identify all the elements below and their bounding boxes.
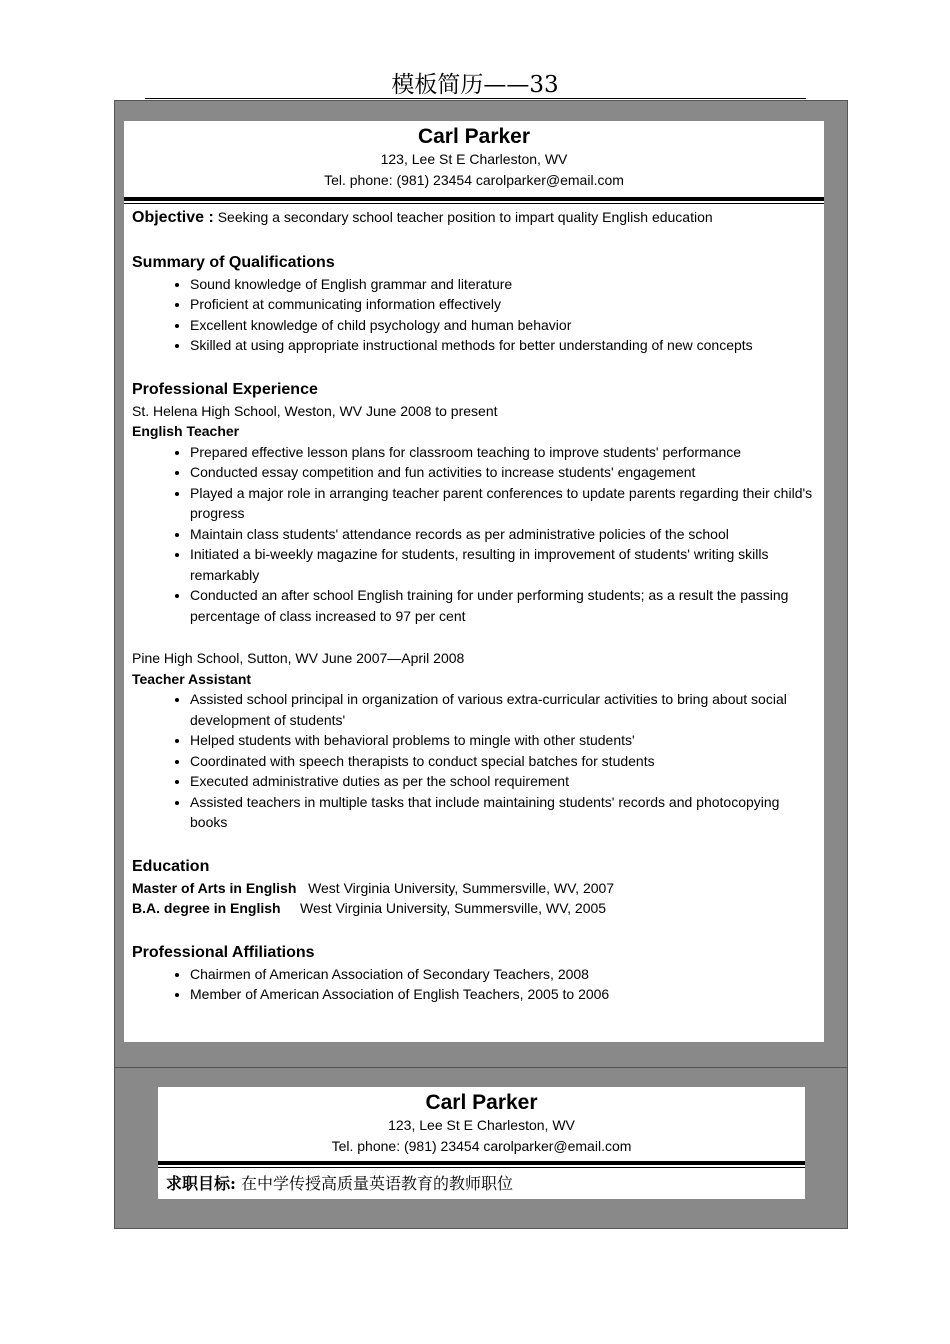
candidate-address: 123, Lee St E Charleston, WV — [380, 151, 568, 167]
list-item: • Initiated a bi-weekly magazine for students, resulting in improvement of students' writing skills remarkably — [190, 544, 816, 585]
list-item: • Conducted an after school English training for under performing students; as a result the passing percentage of class increased to 97 per cent — [190, 585, 816, 626]
candidate-address: 123, Lee St E Charleston, WV — [388, 1117, 575, 1133]
list-item: • Assisted school principal in organization of various extra-curricular activities to bring about social development of students' — [190, 689, 816, 730]
education-degree: B.A. degree in English — [132, 900, 281, 916]
document-title: 模板简历——33 — [391, 72, 559, 98]
affiliations-heading: Professional Affiliations — [132, 943, 315, 961]
education-entry — [132, 878, 816, 899]
objective-text: Seeking a secondary school teacher position to impart quality English education — [213, 209, 713, 225]
resume-frame-chinese — [114, 1067, 848, 1229]
header-rule-thick — [124, 197, 824, 201]
title-underline — [145, 98, 806, 99]
list-item: • Helped students with behavioral problems to mingle with other students' — [190, 730, 816, 751]
job-place: Pine High School, Sutton, WV June 2007—April 2008 — [132, 650, 465, 666]
job-place: St. Helena High School, Weston, WV June 2008 to present — [132, 402, 498, 419]
resume-header — [158, 1087, 805, 1157]
job-role: English Teacher — [132, 423, 240, 439]
education-heading: Education — [132, 857, 210, 875]
affiliations-list — [132, 964, 816, 1005]
job-duties-list — [132, 442, 816, 627]
list-item: • Played a major role in arranging teacher parent conferences to update parents regarding their child's progress — [190, 483, 816, 524]
candidate-name: Carl Parker — [417, 125, 531, 148]
objective — [132, 207, 816, 229]
objective-cn — [158, 1168, 805, 1197]
list-item: • Member of American Association of English Teachers, 2005 to 2006 — [190, 984, 816, 1005]
objective-cn-text: 在中学传授高质量英语教育的教师职位 — [235, 1174, 514, 1193]
candidate-name: Carl Parker — [425, 1091, 538, 1114]
header-rule-thin — [124, 203, 824, 204]
list-item: • Executed administrative duties as per the school requirement — [190, 771, 816, 792]
resume-card-chinese — [158, 1087, 805, 1199]
qualifications-list — [132, 274, 816, 356]
list-item: • Excellent knowledge of child psychology and human behavior — [190, 315, 816, 336]
education-degree: Master of Arts in English — [132, 879, 297, 896]
list-item: • Maintain class students' attendance records as per administrative policies of the school — [190, 524, 816, 545]
header-rule-thick — [158, 1161, 805, 1165]
experience-heading: Professional Experience — [132, 380, 318, 398]
list-item: • Prepared effective lesson plans for classroom teaching to improve students' performance — [190, 442, 816, 463]
education-school: West Virginia University, Summersville, WV, 2007 — [308, 879, 615, 896]
list-item: • Skilled at using appropriate instructional methods for better understanding of new concepts — [190, 335, 816, 356]
resume-card-english — [124, 121, 824, 1042]
resume-header — [124, 121, 824, 191]
education-entry — [132, 898, 816, 919]
qualifications-heading: Summary of Qualifications — [132, 253, 335, 271]
list-item: • Assisted teachers in multiple tasks that include maintaining students' records and photocopying books — [190, 792, 816, 833]
education-school: West Virginia University, Summersville, WV, 2005 — [300, 900, 607, 916]
list-item: • Coordinated with speech therapists to conduct special batches for students — [190, 751, 816, 772]
resume-body — [124, 207, 824, 1005]
candidate-contact: Tel. phone: (981) 23454 carolparker@email.com — [331, 1138, 632, 1154]
job-duties-list — [132, 689, 816, 833]
list-item: • Sound knowledge of English grammar and literature — [190, 274, 816, 295]
list-item: • Proficient at communicating information effectively — [190, 294, 816, 315]
objective-label: Objective : — [132, 209, 214, 226]
objective-cn-label: 求职目标: — [166, 1174, 236, 1193]
job-role: Teacher Assistant — [132, 670, 252, 687]
list-item: • Chairmen of American Association of Secondary Teachers, 2008 — [190, 964, 816, 985]
candidate-contact: Tel. phone: (981) 23454 carolparker@email.com — [324, 172, 624, 188]
list-item: • Conducted essay competition and fun activities to increase students' engagement — [190, 462, 816, 483]
resume-frame-english — [114, 100, 848, 1068]
